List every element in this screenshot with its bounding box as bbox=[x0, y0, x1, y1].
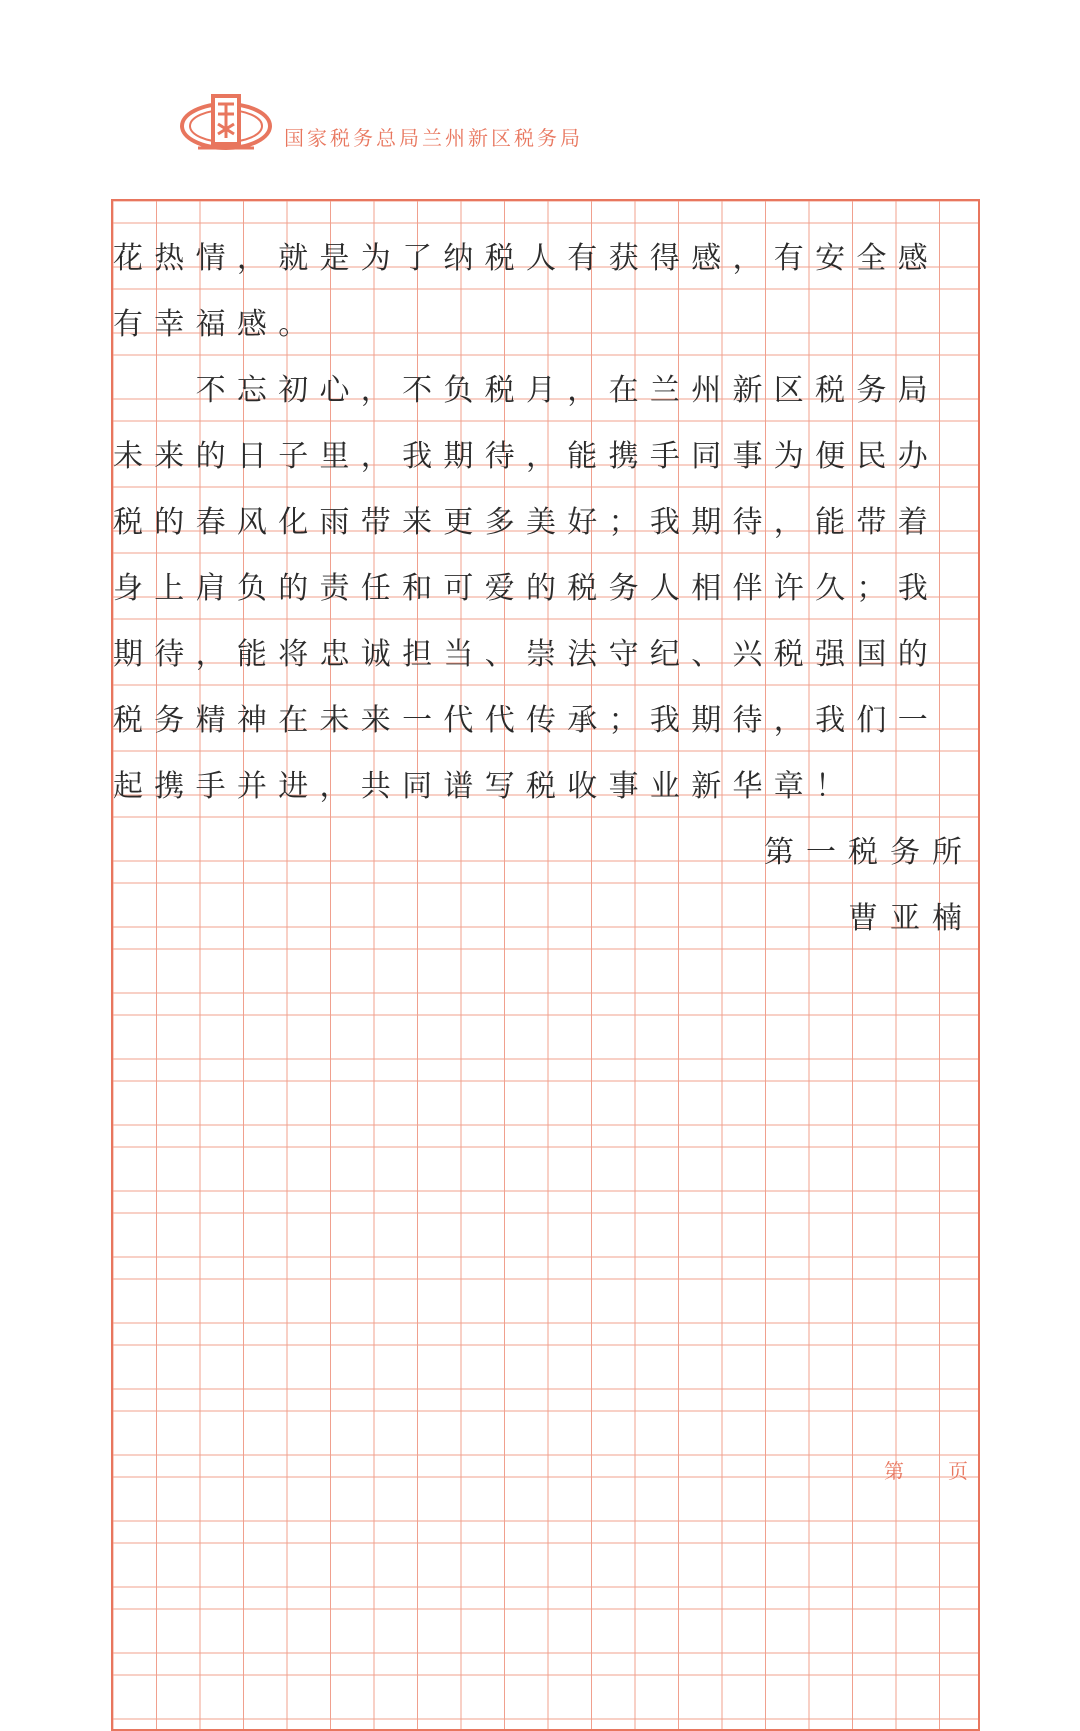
letter-line-text: 税务精神在未来一代代传承；我期待，我们一 bbox=[113, 703, 939, 738]
letter-line-7 bbox=[113, 617, 982, 683]
signature-name: 曹亚楠 bbox=[848, 901, 974, 936]
letterhead bbox=[180, 92, 700, 172]
letter-line-text: 有幸福感。 bbox=[113, 307, 320, 342]
letter-line-text: 期待，能将忠诚担当、崇法守纪、兴税强国的 bbox=[113, 637, 939, 672]
signature-unit-line bbox=[113, 815, 982, 881]
organization-name: 国家税务总局兰州新区税务局 bbox=[284, 126, 583, 150]
letter-line-5 bbox=[113, 485, 982, 551]
page-label: 第 bbox=[884, 1459, 904, 1483]
page-suffix: 页 bbox=[948, 1459, 968, 1483]
letter-line-1 bbox=[113, 221, 982, 287]
letter-line-2 bbox=[113, 287, 982, 353]
letter-line-text: 税的春风化雨带来更多美好；我期待，能带着 bbox=[113, 505, 939, 540]
letter-line-text: 不忘初心，不负税月，在兰州新区税务局 bbox=[113, 373, 939, 408]
page-number-footer bbox=[884, 1455, 968, 1484]
letter-line-8 bbox=[113, 683, 982, 749]
tax-bureau-emblem-icon bbox=[180, 92, 272, 154]
letter-line-text: 未来的日子里，我期待，能携手同事为便民办 bbox=[113, 439, 939, 474]
letter-line-6 bbox=[113, 551, 982, 617]
signature-name-line bbox=[113, 881, 982, 947]
letter-line-text: 身上肩负的责任和可爱的税务人相伴许久；我 bbox=[113, 571, 939, 606]
letter-line-text: 花热情，就是为了纳税人有获得感，有安全感 bbox=[113, 241, 939, 276]
letter-line-9 bbox=[113, 749, 982, 815]
letter-line-3 bbox=[113, 353, 982, 419]
letter-line-text: 起携手并进，共同谱写税收事业新华章！ bbox=[113, 769, 857, 804]
manuscript-grid-paper bbox=[111, 199, 980, 1731]
letter-line-4 bbox=[113, 419, 982, 485]
signature-unit: 第一税务所 bbox=[764, 835, 974, 870]
